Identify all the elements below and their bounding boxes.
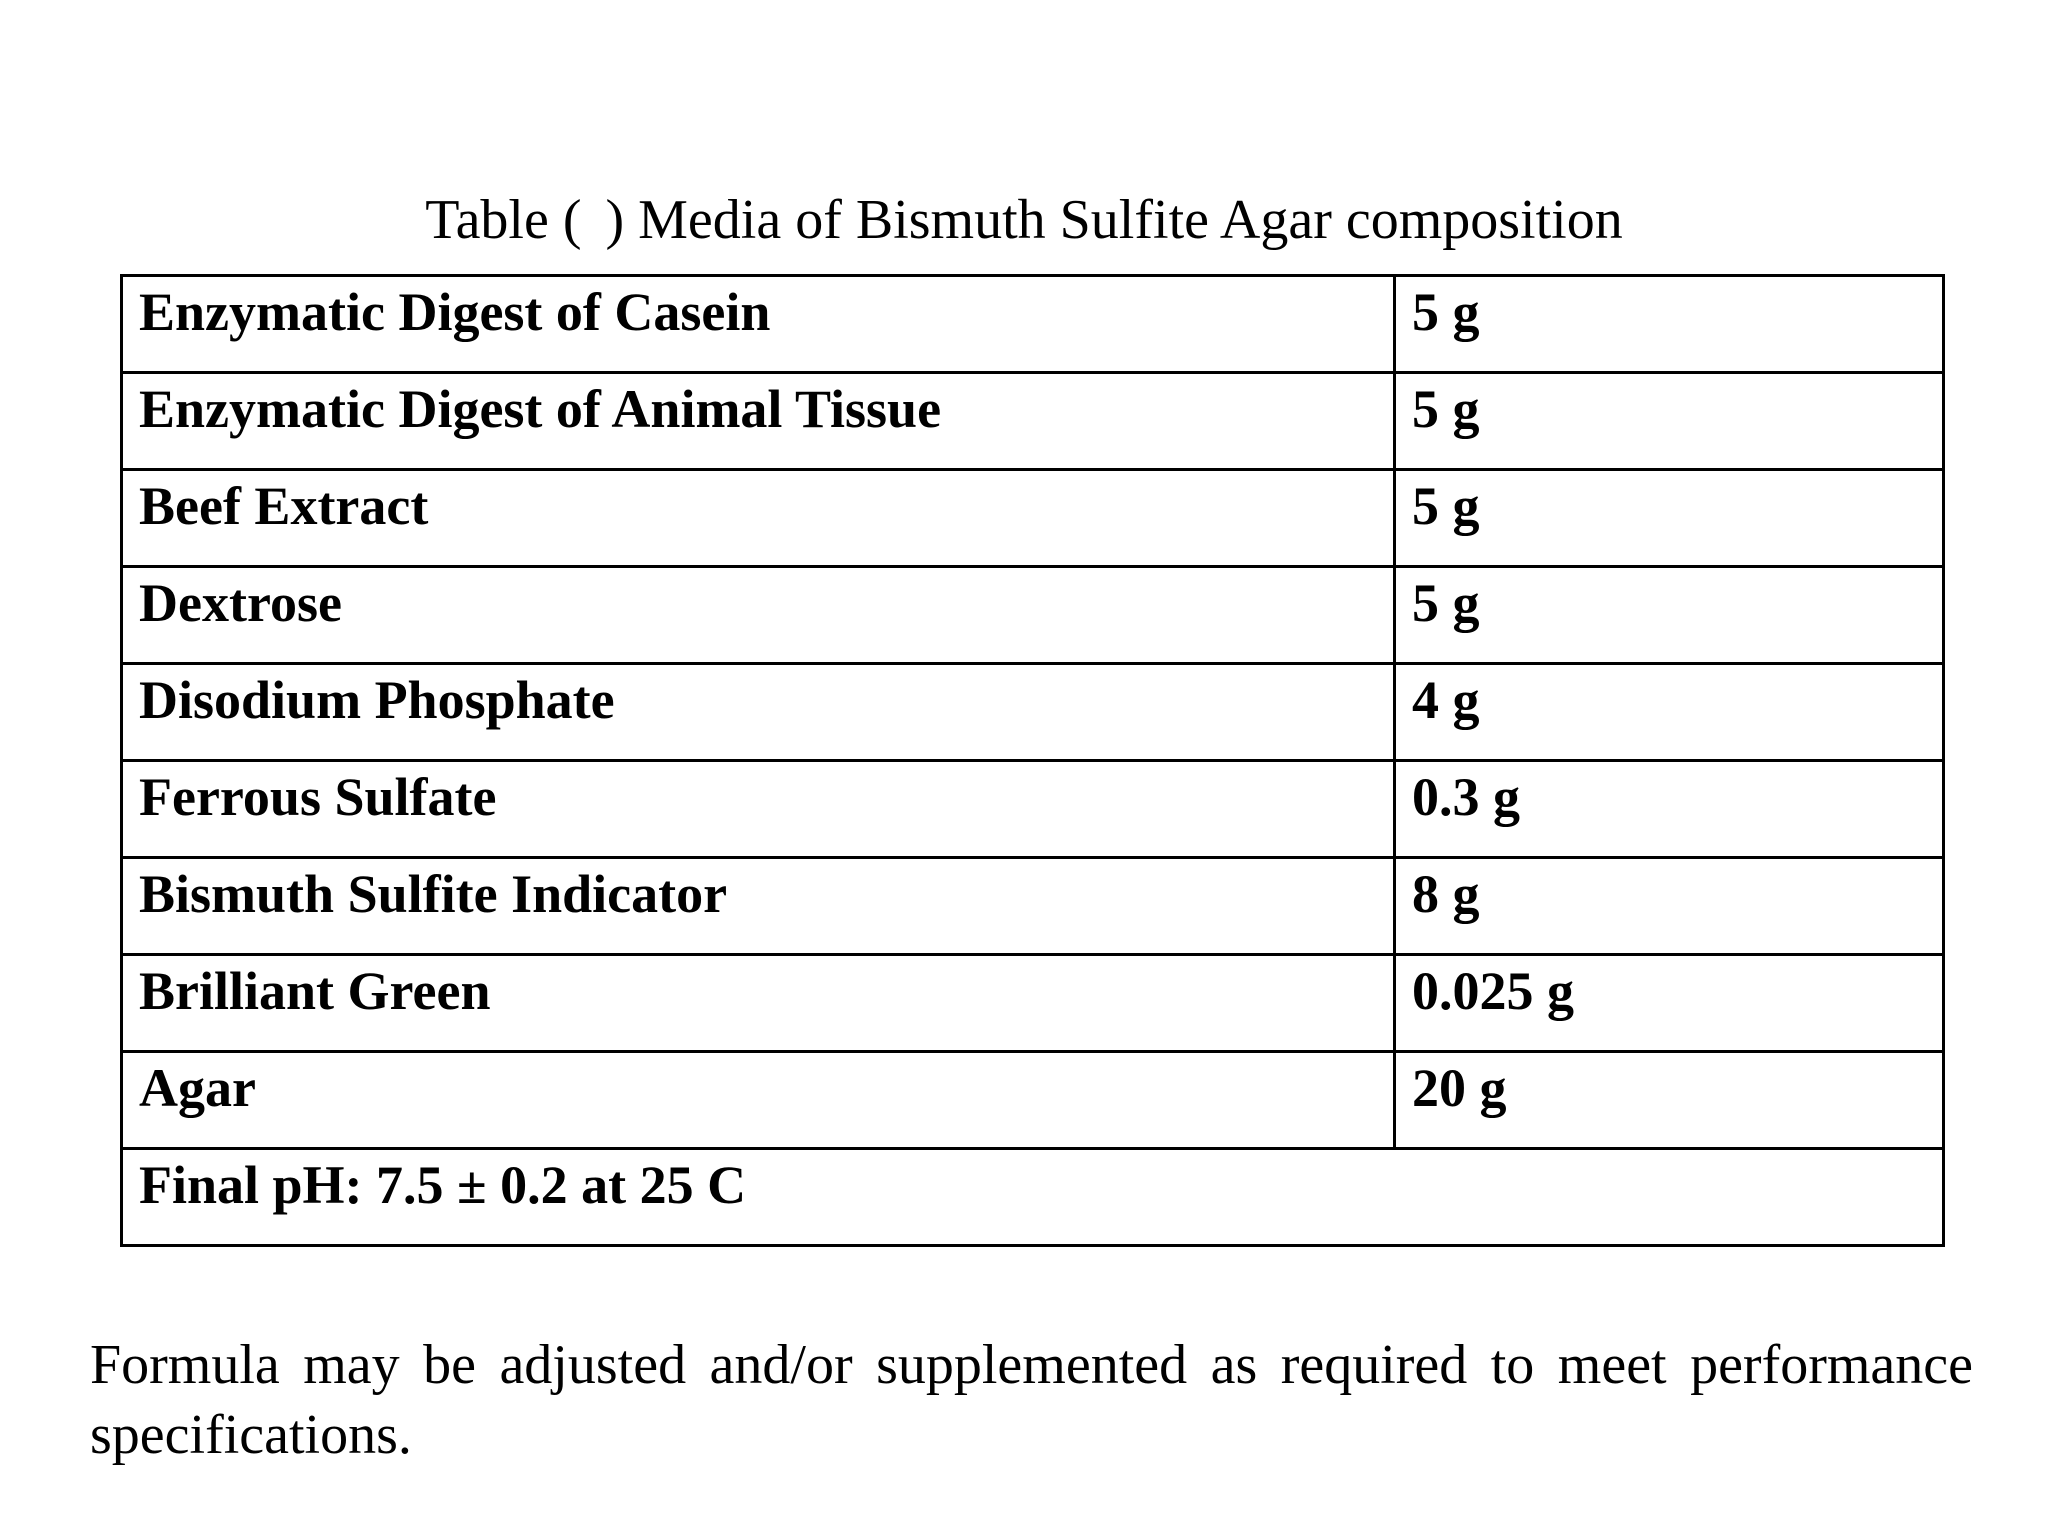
table-row (122, 373, 1944, 470)
table-row (122, 567, 1944, 664)
amount-cell: 0.025 g (1395, 955, 1944, 1052)
ingredient-cell: Ferrous Sulfate (122, 761, 1395, 858)
ingredient-cell: Bismuth Sulfite Indicator (122, 858, 1395, 955)
table-row (122, 470, 1944, 567)
caption-prefix: Table ( (425, 189, 582, 251)
table-row (122, 664, 1944, 761)
amount-cell: 5 g (1395, 470, 1944, 567)
ingredient-cell: Brilliant Green (122, 955, 1395, 1052)
table-row (122, 955, 1944, 1052)
table-row (122, 276, 1944, 373)
composition-table (120, 274, 1945, 1247)
amount-cell: 4 g (1395, 664, 1944, 761)
table-caption (0, 186, 2048, 254)
table-row (122, 858, 1944, 955)
final-ph-row (122, 1149, 1944, 1246)
ingredient-cell: Agar (122, 1052, 1395, 1149)
amount-cell: 5 g (1395, 276, 1944, 373)
caption-suffix: ) Media of Bismuth Sulfite Agar composition (605, 189, 1623, 251)
table-row (122, 1052, 1944, 1149)
ingredient-cell: Dextrose (122, 567, 1395, 664)
amount-cell: 0.3 g (1395, 761, 1944, 858)
amount-cell: 5 g (1395, 567, 1944, 664)
ingredient-cell: Enzymatic Digest of Animal Tissue (122, 373, 1395, 470)
amount-cell: 8 g (1395, 858, 1944, 955)
table-row (122, 761, 1944, 858)
ingredient-cell: Disodium Phosphate (122, 664, 1395, 761)
amount-cell: 5 g (1395, 373, 1944, 470)
final-ph-cell: Final pH: 7.5 ± 0.2 at 25 C (122, 1149, 1944, 1246)
ingredient-cell: Enzymatic Digest of Casein (122, 276, 1395, 373)
formula-note: Formula may be adjusted and/or supplemented as required to meet performance specifications. (90, 1334, 1973, 1466)
amount-cell: 20 g (1395, 1052, 1944, 1149)
ingredient-cell: Beef Extract (122, 470, 1395, 567)
